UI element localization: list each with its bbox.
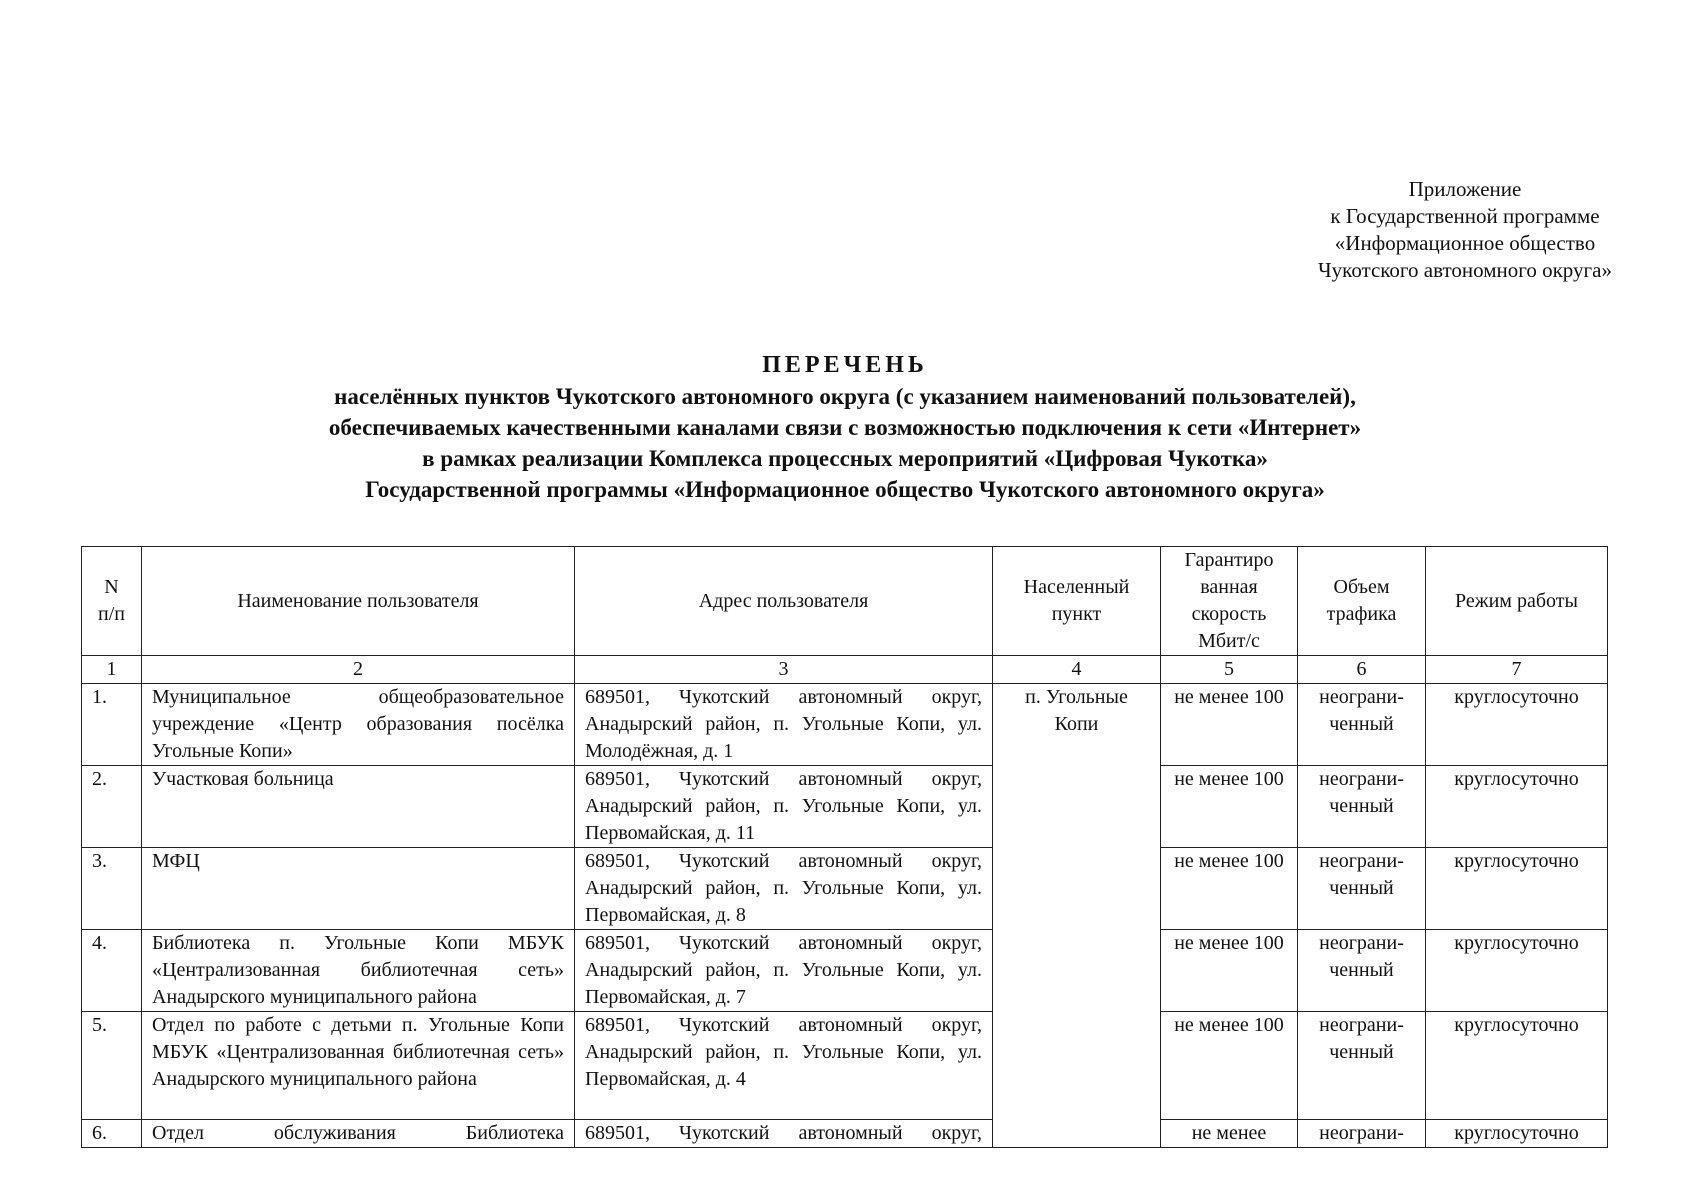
appendix-line: к Государственной программе (1330, 204, 1600, 228)
work-mode-cell: круглосуточно (1426, 1012, 1608, 1120)
appendix-line: Чукотского автономного округа» (1318, 258, 1612, 282)
table-header-row (82, 547, 1608, 656)
column-number: 2 (142, 656, 575, 684)
document-title: ПЕРЕЧЕНЬ (762, 352, 928, 378)
user-name: Отдел по работе с детьми п. Угольные Копи МБУК «Централизованная библиотечная сеть» Анадырского муниципального района (142, 1012, 575, 1120)
header-user-address: Адрес пользователя (575, 547, 993, 656)
traffic-cell: неограни- (1298, 1120, 1426, 1148)
speed-cell: не менее 100 (1161, 766, 1298, 848)
traffic-cell: неограни-ченный (1298, 848, 1426, 930)
header-number-line: п/п (98, 603, 125, 625)
appendix-line: «Информационное общество (1334, 231, 1596, 255)
column-number: 7 (1426, 656, 1608, 684)
header-traffic (1298, 547, 1426, 656)
work-mode-cell: круглосуточно (1426, 848, 1608, 930)
header-speed (1161, 547, 1298, 656)
users-table (81, 546, 1608, 1148)
header-traffic-line: Объем (1333, 576, 1390, 598)
heading-line: населённых пунктов Чукотского автономного округа (с указанием наименований пользователей), (334, 384, 1356, 409)
user-name: Муниципальное общеобразовательное учреждение «Центр образования посёлка Угольные Копи» (142, 684, 575, 766)
header-user-name: Наименование пользователя (142, 547, 575, 656)
traffic-cell: неограни-ченный (1298, 766, 1426, 848)
speed-cell: не менее 100 (1161, 684, 1298, 766)
row-number: 1. (82, 684, 142, 766)
header-number-line: N (104, 576, 119, 598)
header-work-mode: Режим работы (1426, 547, 1608, 656)
user-name: Участковая больница (142, 766, 575, 848)
speed-cell: не менее 100 (1161, 1012, 1298, 1120)
table-row (82, 766, 1608, 848)
header-settlement-line: пункт (1051, 603, 1102, 625)
work-mode-cell: круглосуточно (1426, 684, 1608, 766)
header-settlement (993, 547, 1161, 656)
user-address: 689501, Чукотский автономный округ, Анадырский район, п. Угольные Копи, ул. Первомайская, д. 4 (575, 1012, 993, 1120)
header-speed-line: Гарантиро (1184, 549, 1274, 571)
column-number: 3 (575, 656, 993, 684)
work-mode-cell: круглосуточно (1426, 766, 1608, 848)
heading-line: в рамках реализации Комплекса процессных мероприятий «Цифровая Чукотка» (422, 446, 1268, 471)
user-name: Отдел обслуживания Библиотека (142, 1120, 575, 1148)
header-traffic-line: трафика (1326, 603, 1397, 625)
heading-line: обеспечиваемых качественными каналами связи с возможностью подключения к сети «Интернет» (328, 415, 1362, 440)
speed-cell: не менее (1161, 1120, 1298, 1148)
user-address: 689501, Чукотский автономный округ, Анадырский район, п. Угольные Копи, ул. Первомайская, д. 7 (575, 930, 993, 1012)
heading-line: Государственной программы «Информационное общество Чукотского автономного округа» (365, 477, 1325, 502)
traffic-cell: неограни-ченный (1298, 930, 1426, 1012)
user-name: Библиотека п. Угольные Копи МБУК «Централизованная библиотечная сеть» Анадырского муниципального района (142, 930, 575, 1012)
appendix-note (1255, 176, 1675, 284)
table-row (82, 1012, 1608, 1120)
table-row (82, 1120, 1608, 1148)
speed-cell: не менее 100 (1161, 930, 1298, 1012)
user-name: МФЦ (142, 848, 575, 930)
speed-cell: не менее 100 (1161, 848, 1298, 930)
row-number: 5. (82, 1012, 142, 1120)
table-row (82, 848, 1608, 930)
table-row (82, 930, 1608, 1012)
column-number: 1 (82, 656, 142, 684)
row-number: 3. (82, 848, 142, 930)
column-number: 4 (993, 656, 1161, 684)
settlement-cell: п. Угольные Копи (993, 684, 1161, 1148)
user-address: 689501, Чукотский автономный округ, Анадырский район, п. Угольные Копи, ул. Первомайская, д. 11 (575, 766, 993, 848)
header-speed-line: ванная (1200, 576, 1258, 598)
work-mode-cell: круглосуточно (1426, 1120, 1608, 1148)
user-address: 689501, Чукотский автономный округ, Анадырский район, п. Угольные Копи, ул. Первомайская, д. 8 (575, 848, 993, 930)
column-number: 5 (1161, 656, 1298, 684)
header-speed-line: скорость (1191, 603, 1267, 625)
row-number: 2. (82, 766, 142, 848)
traffic-cell: неограни-ченный (1298, 1012, 1426, 1120)
table-row (82, 684, 1608, 766)
column-number-row (82, 656, 1608, 684)
appendix-line: Приложение (1408, 177, 1522, 201)
user-address: 689501, Чукотский автономный округ, (575, 1120, 993, 1148)
user-address: 689501, Чукотский автономный округ, Анадырский район, п. Угольные Копи, ул. Молодёжная, д. 1 (575, 684, 993, 766)
document-heading (80, 350, 1610, 505)
header-speed-line: Мбит/с (1198, 630, 1260, 652)
work-mode-cell: круглосуточно (1426, 930, 1608, 1012)
column-number: 6 (1298, 656, 1426, 684)
header-number (82, 547, 142, 656)
header-settlement-line: Населенный (1023, 576, 1130, 598)
row-number: 4. (82, 930, 142, 1012)
row-number: 6. (82, 1120, 142, 1148)
traffic-cell: неограни-ченный (1298, 684, 1426, 766)
